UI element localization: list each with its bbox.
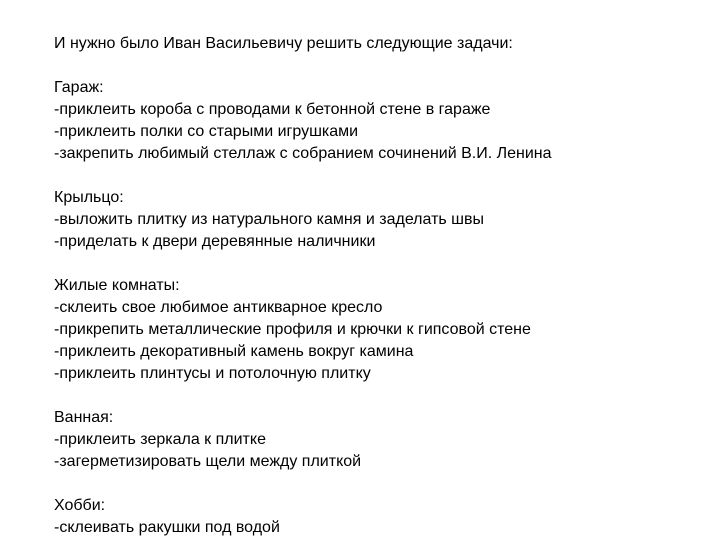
section-heading-hobby: Хобби: (54, 497, 106, 514)
task-item: -приделать к двери деревянные наличники (54, 233, 376, 250)
spacer (54, 385, 694, 407)
section-heading-garage: Гараж: (54, 79, 104, 96)
section-heading-bathroom: Ванная: (54, 409, 114, 426)
task-list (54, 33, 694, 539)
section-heading-porch: Крыльцо: (54, 189, 124, 206)
task-item: -загерметизировать щели между плиткой (54, 453, 362, 470)
task-item: -приклеить полки со старыми игрушками (54, 123, 359, 140)
spacer (54, 55, 694, 77)
spacer (54, 253, 694, 275)
intro-text: И нужно было Иван Васильевичу решить следующие задачи: (54, 35, 513, 52)
task-item: -приклеить плинтусы и потолочную плитку (54, 365, 371, 382)
task-item: -склеить свое любимое антикварное кресло (54, 299, 383, 316)
task-item: -приклеить зеркала к плитке (54, 431, 266, 448)
task-item: -прикрепить металлические профиля и крючки к гипсовой стене (54, 321, 531, 338)
task-item: -приклеить короба с проводами к бетонной стене в гараже (54, 101, 491, 118)
task-item: -закрепить любимый стеллаж с собранием сочинений В.И. Ленина (54, 145, 552, 162)
task-item: -склеивать ракушки под водой (54, 519, 280, 536)
task-item: -выложить плитку из натурального камня и заделать швы (54, 211, 485, 228)
section-heading-living-rooms: Жилые комнаты: (54, 277, 180, 294)
task-item: -приклеить декоративный камень вокруг камина (54, 343, 414, 360)
spacer (54, 473, 694, 495)
spacer (54, 165, 694, 187)
